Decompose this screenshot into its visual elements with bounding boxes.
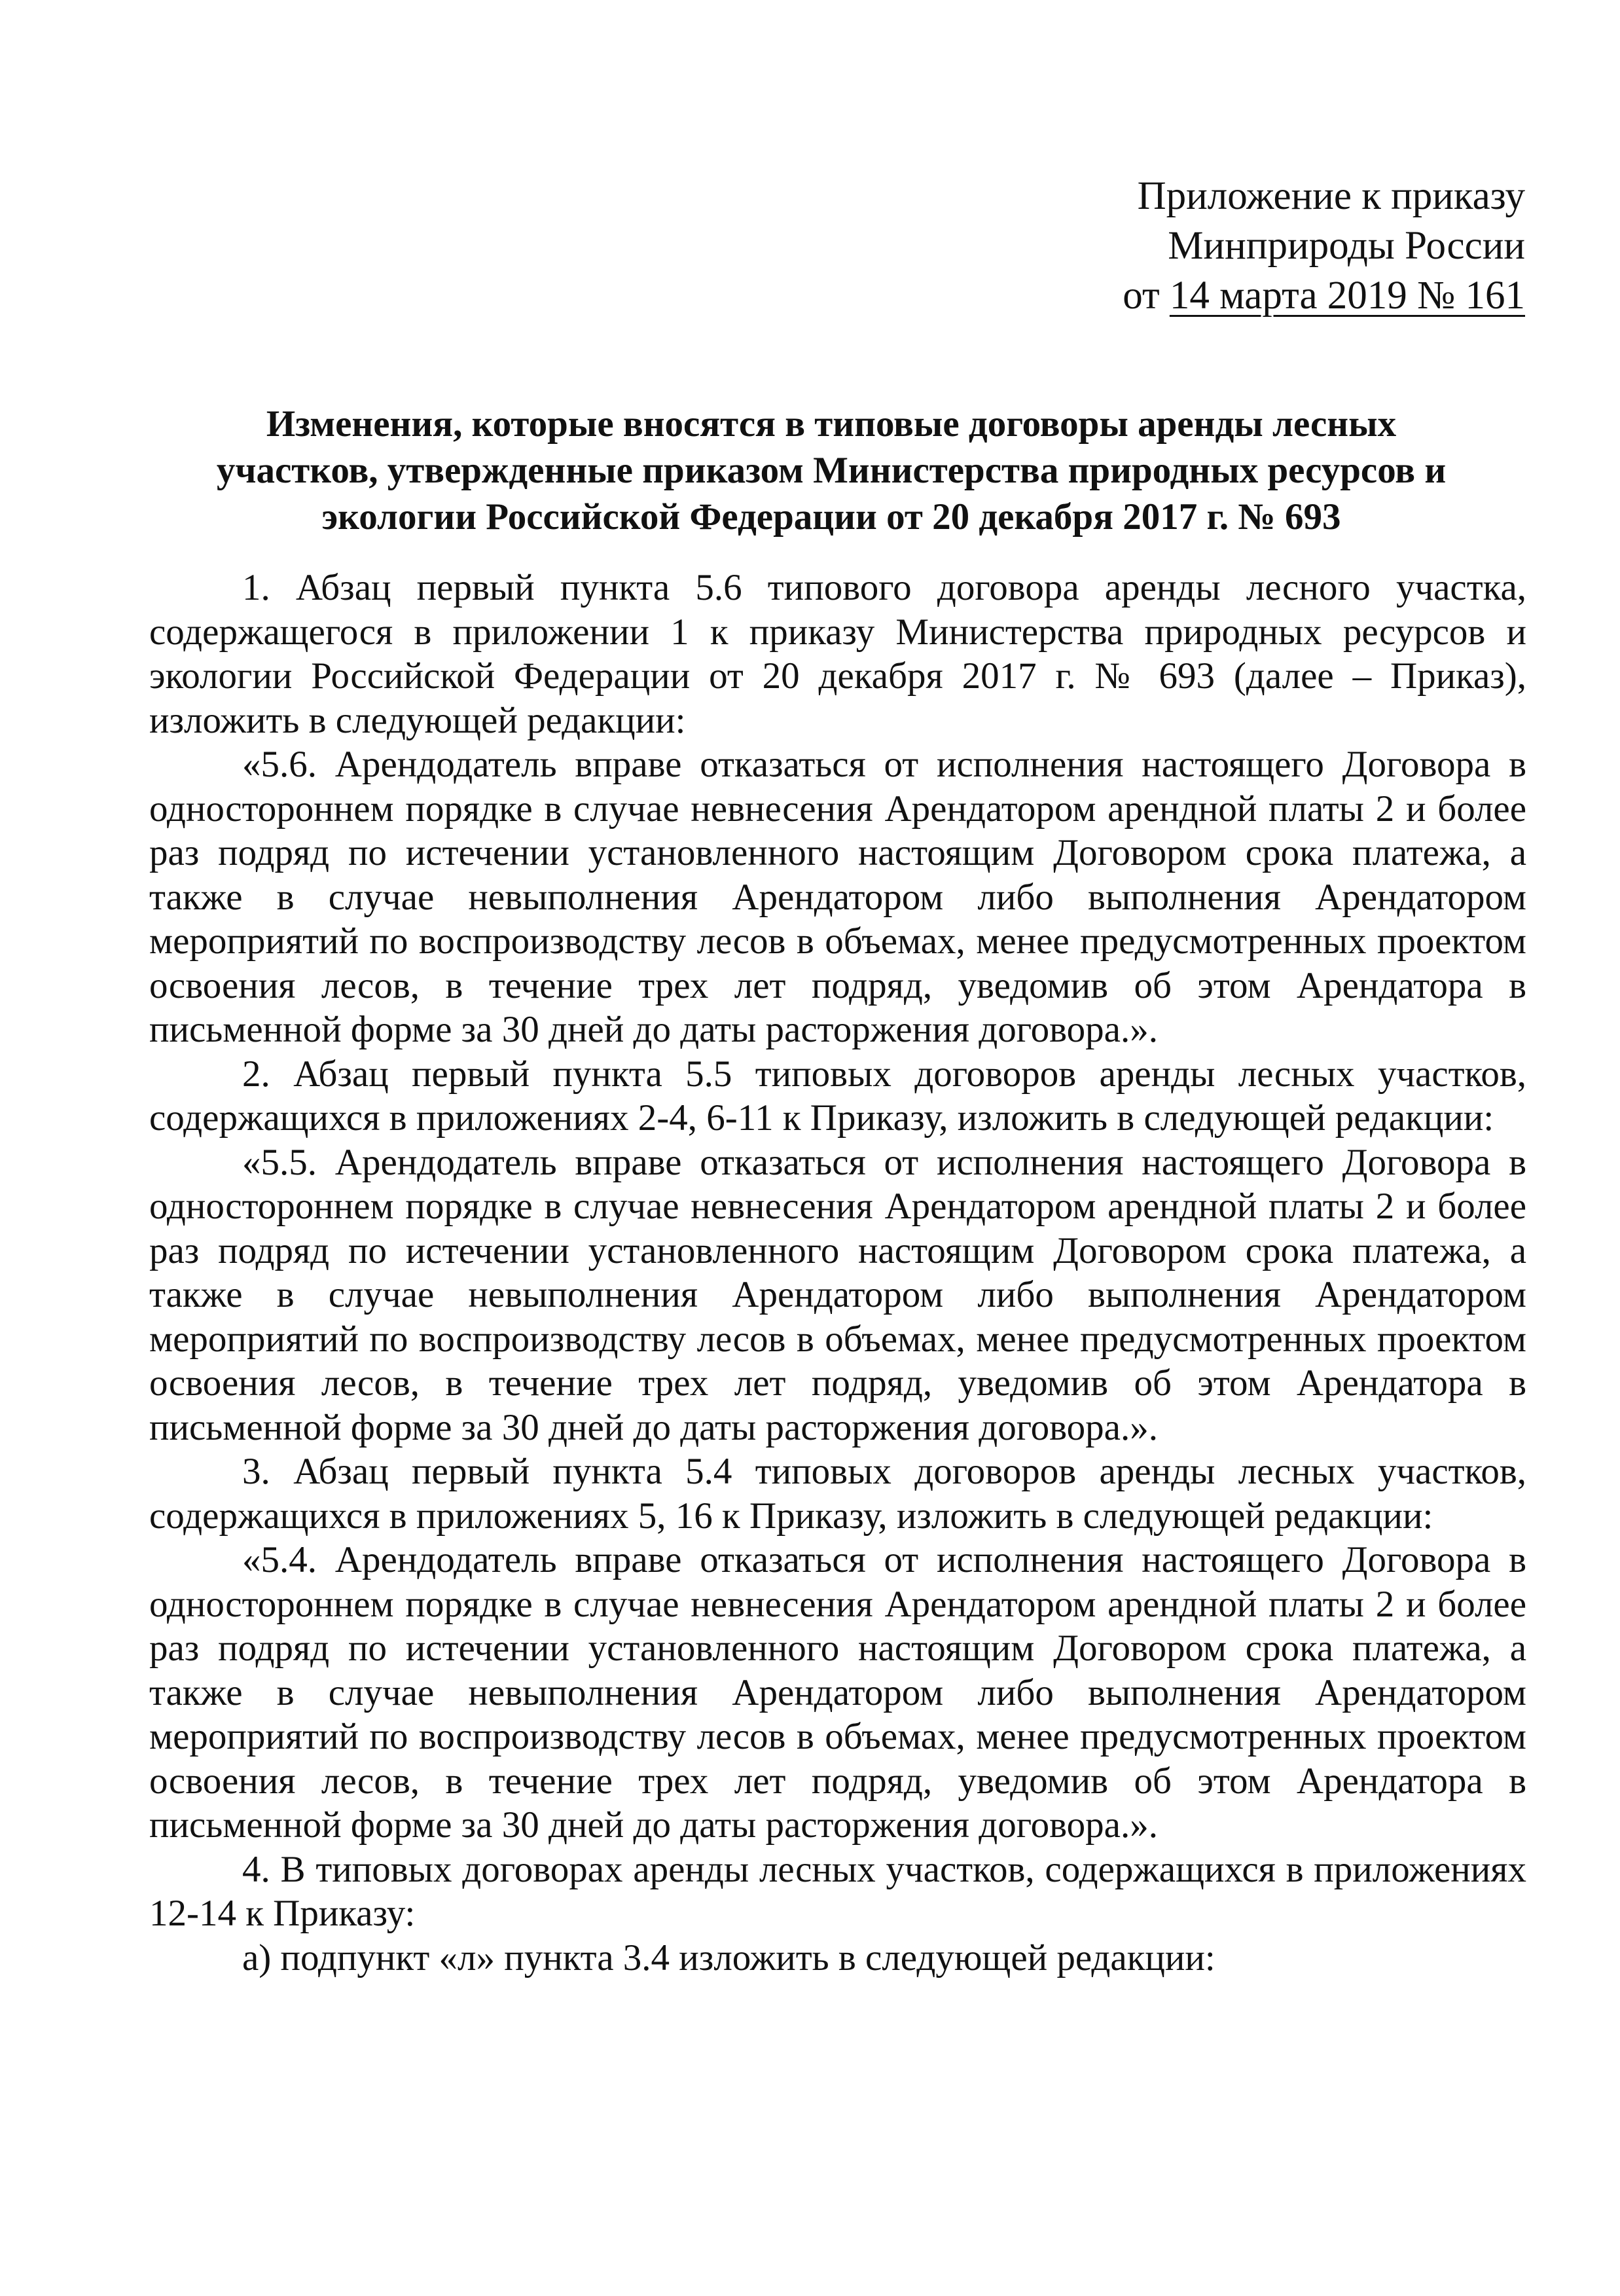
document-title bbox=[131, 401, 1532, 540]
header-line-2: Минприроды России bbox=[1168, 224, 1525, 268]
document-body bbox=[149, 566, 1526, 1980]
paragraph-item-2: 2. Абзац первый пункта 5.5 типовых договоров аренды лесных участков, содержащихся в приложениях 2-4, 6-11 к Приказу, изложить в следующей редакции: bbox=[149, 1053, 1526, 1139]
header-line-3 bbox=[1123, 271, 1525, 321]
paragraph-quote-5-6: «5.6. Арендодатель вправе отказаться от исполнения настоящего Договора в одностороннем порядке в случае невнесения Арендатором арендной платы 2 и более раз подряд по истечении установленного настоящим Договором срока платежа, а также в случае невыполнения Арендатором либо выполнения Арендатором мероприятий по воспроизводству лесов в объемах, менее предусмотренных проектом освоения лесов, в течение трех лет подряд, уведомив об этом Арендатора в письменной форме за 30 дней до даты расторжения договора.». bbox=[149, 744, 1526, 1050]
header-line-1: Приложение к приказу bbox=[1137, 174, 1525, 218]
appendix-header bbox=[1123, 172, 1525, 321]
paragraph-quote-5-4: «5.4. Арендодатель вправе отказаться от исполнения настоящего Договора в одностороннем порядке в случае невнесения Арендатором арендной платы 2 и более раз подряд по истечении установленного настоящим Договором срока платежа, а также в случае невыполнения Арендатором либо выполнения Арендатором мероприятий по воспроизводству лесов в объемах, менее предусмотренных проектом освоения лесов, в течение трех лет подряд, уведомив об этом Арендатора в письменной форме за 30 дней до даты расторжения договора.». bbox=[149, 1539, 1526, 1846]
paragraph-subitem-a: а) подпункт «л» пункта 3.4 изложить в следующей редакции: bbox=[242, 1937, 1215, 1978]
header-prefix: от bbox=[1123, 274, 1160, 318]
paragraph-item-1: 1. Абзац первый пункта 5.6 типового договора аренды лесного участка, содержащегося в приложении 1 к приказу Министерства природных ресурсов и экологии Российской Федерации от 20 декабря 2017 г. № 693 (далее – Приказ), изложить в следующей редакции: bbox=[149, 567, 1526, 741]
paragraph-item-3: 3. Абзац первый пункта 5.4 типовых договоров аренды лесных участков, содержащихся в приложениях 5, 16 к Приказу, изложить в следующей редакции: bbox=[149, 1451, 1526, 1537]
order-reference: 14 марта 2019 № 161 bbox=[1169, 274, 1525, 318]
paragraph-quote-5-5: «5.5. Арендодатель вправе отказаться от исполнения настоящего Договора в одностороннем порядке в случае невнесения Арендатором арендной платы 2 и более раз подряд по истечении установленного настоящим Договором срока платежа, а также в случае невыполнения Арендатором либо выполнения Арендатором мероприятий по воспроизводству лесов в объемах, менее предусмотренных проектом освоения лесов, в течение трех лет подряд, уведомив об этом Арендатора в письменной форме за 30 дней до даты расторжения договора.». bbox=[149, 1141, 1526, 1448]
title-line-1: Изменения, которые вносятся в типовые договоры аренды лесных bbox=[266, 403, 1397, 445]
title-line-3: экологии Российской Федерации от 20 декабря 2017 г. № 693 bbox=[321, 496, 1341, 538]
title-line-2: участков, утвержденные приказом Министерства природных ресурсов и bbox=[216, 450, 1447, 491]
paragraph-item-4: 4. В типовых договорах аренды лесных участков, содержащихся в приложениях 12-14 к Приказу: bbox=[149, 1848, 1526, 1934]
